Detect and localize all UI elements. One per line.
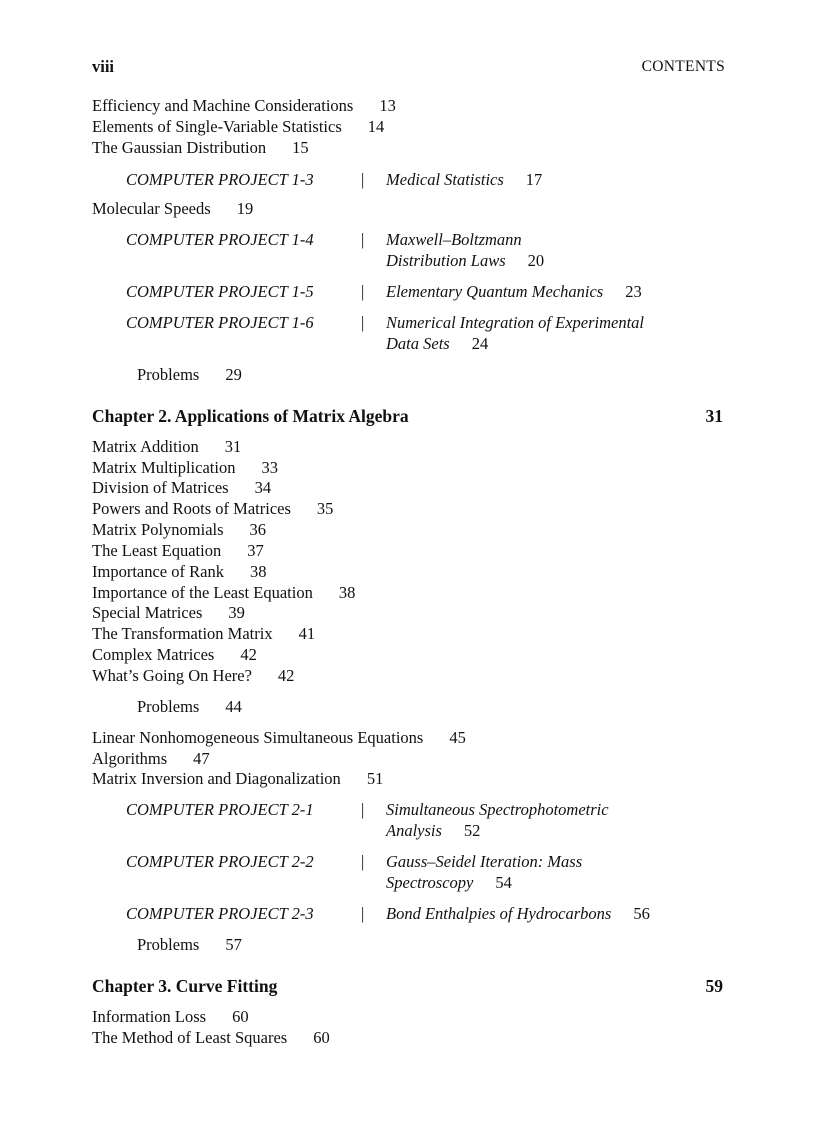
toc-entry	[92, 749, 210, 769]
toc-entry	[92, 541, 264, 561]
project-title	[386, 852, 582, 893]
entry-page: 13	[379, 96, 396, 115]
problems-label: Problems	[137, 365, 200, 384]
toc-entry	[92, 728, 466, 748]
project-title-line: Medical Statistics	[386, 170, 504, 189]
project-page: 54	[495, 872, 512, 892]
toc-entry	[92, 666, 294, 686]
toc-entry	[92, 583, 355, 603]
project-title	[386, 282, 642, 303]
chapter-title: Chapter 2. Applications of Matrix Algebra	[92, 406, 409, 426]
entry-page: 15	[292, 138, 309, 157]
entry-page: 31	[224, 437, 242, 456]
project-label: COMPUTER PROJECT 2-2	[126, 852, 314, 871]
project-title-line: Spectroscopy	[386, 872, 474, 892]
entry-title: Linear Nonhomogeneous Simultaneous Equations	[92, 728, 424, 747]
entry-title: Matrix Inversion and Diagonalization	[92, 769, 341, 788]
entry-page: 38	[338, 583, 356, 602]
toc-entry	[92, 458, 278, 478]
entry-title: Matrix Addition	[92, 437, 199, 456]
project-title-line: Analysis	[386, 820, 442, 840]
chapter-page: 31	[705, 406, 723, 426]
entry-title: Molecular Speeds	[92, 199, 211, 218]
entry-title: Algorithms	[92, 749, 168, 768]
problems-page: 29	[225, 365, 242, 384]
entry-page: 34	[254, 478, 272, 497]
project-label: COMPUTER PROJECT 2-1	[126, 800, 314, 819]
entry-page: 45	[449, 728, 466, 747]
entry-page: 51	[366, 769, 384, 788]
toc-entry	[92, 138, 309, 158]
chapter-page: 59	[705, 976, 723, 996]
toc-entry	[92, 562, 266, 582]
project-page: 20	[527, 250, 545, 270]
project-page: 17	[525, 170, 543, 189]
page-folio: viii	[92, 57, 115, 76]
toc-entry	[92, 1028, 330, 1048]
project-page: 56	[633, 904, 650, 923]
toc-entry	[92, 624, 315, 644]
entry-page: 14	[367, 117, 385, 136]
toc-entry	[92, 96, 396, 116]
entry-title: Powers and Roots of Matrices	[92, 499, 291, 518]
project-divider: |	[361, 170, 365, 189]
entry-title: Information Loss	[92, 1007, 207, 1026]
toc-entry	[92, 437, 241, 457]
toc-entry	[92, 478, 271, 498]
project-page: 24	[471, 333, 489, 353]
toc-entry	[92, 1007, 249, 1027]
entry-page: 39	[228, 603, 245, 622]
problems-page: 44	[225, 697, 242, 716]
entry-title: Efficiency and Machine Considerations	[92, 96, 354, 115]
chapter-heading	[92, 405, 723, 427]
entry-title: Importance of Rank	[92, 562, 224, 581]
entry-title: The Method of Least Squares	[92, 1028, 288, 1047]
entry-title: Matrix Polynomials	[92, 520, 224, 539]
project-title-line: Bond Enthalpies of Hydrocarbons	[386, 904, 612, 923]
project-page: 23	[625, 282, 642, 301]
entry-page: 37	[247, 541, 264, 560]
entry-title: Importance of the Least Equation	[92, 583, 313, 602]
project-divider: |	[361, 282, 365, 301]
entry-title: What’s Going On Here?	[92, 666, 252, 685]
problems-label: Problems	[137, 697, 200, 716]
entry-page: 47	[193, 749, 210, 768]
entry-title: Matrix Multiplication	[92, 458, 236, 477]
chapter-title: Chapter 3. Curve Fitting	[92, 976, 278, 996]
project-title-line: Numerical Integration of Experimental	[386, 313, 644, 332]
project-label: COMPUTER PROJECT 1-6	[126, 313, 314, 332]
project-label: COMPUTER PROJECT 1-5	[126, 282, 314, 301]
problems-entry	[137, 935, 242, 955]
project-divider: |	[361, 904, 365, 923]
entry-page: 35	[316, 499, 334, 518]
project-title-line: Distribution Laws	[386, 250, 506, 270]
project-title	[386, 313, 644, 354]
project-label: COMPUTER PROJECT 2-3	[126, 904, 314, 923]
project-divider: |	[361, 230, 365, 249]
problems-page: 57	[225, 935, 242, 954]
entry-title: Division of Matrices	[92, 478, 229, 497]
toc-entry	[92, 603, 245, 623]
toc-entry	[92, 117, 384, 137]
entry-title: Elements of Single-Variable Statistics	[92, 117, 342, 136]
toc-entry	[92, 645, 257, 665]
problems-entry	[137, 365, 242, 385]
entry-title: Complex Matrices	[92, 645, 215, 664]
entry-title: The Transformation Matrix	[92, 624, 273, 643]
toc-entry	[92, 520, 266, 540]
entry-page: 33	[261, 458, 278, 477]
entry-page: 36	[249, 520, 267, 539]
toc-entry	[92, 499, 333, 519]
project-title-line: Data Sets	[386, 333, 450, 353]
entry-title: The Least Equation	[92, 541, 222, 560]
toc-entry	[92, 769, 383, 789]
entry-page: 38	[249, 562, 267, 581]
project-divider: |	[361, 852, 365, 871]
project-divider: |	[361, 313, 365, 332]
toc-entry	[92, 199, 253, 219]
project-page: 52	[463, 820, 481, 840]
entry-page: 60	[313, 1028, 330, 1047]
entry-page: 42	[240, 645, 257, 664]
entry-page: 42	[277, 666, 295, 685]
running-title: CONTENTS	[641, 58, 725, 75]
project-label: COMPUTER PROJECT 1-4	[126, 230, 314, 249]
chapter-heading	[92, 975, 723, 997]
entry-title: Special Matrices	[92, 603, 203, 622]
project-title	[386, 230, 544, 271]
project-title-line: Elementary Quantum Mechanics	[386, 282, 604, 301]
problems-entry	[137, 697, 242, 717]
project-title-line: Simultaneous Spectrophotometric	[386, 800, 609, 819]
entry-title: The Gaussian Distribution	[92, 138, 267, 157]
project-divider: |	[361, 800, 365, 819]
project-label: COMPUTER PROJECT 1-3	[126, 170, 314, 189]
project-title-line: Maxwell–Boltzmann	[386, 230, 522, 249]
project-title-line: Gauss–Seidel Iteration: Mass	[386, 852, 583, 871]
problems-label: Problems	[137, 935, 200, 954]
entry-page: 19	[236, 199, 254, 218]
entry-page: 60	[232, 1007, 249, 1026]
entry-page: 41	[298, 624, 316, 643]
project-title	[386, 170, 542, 191]
project-title	[386, 800, 609, 841]
project-title	[386, 904, 650, 925]
